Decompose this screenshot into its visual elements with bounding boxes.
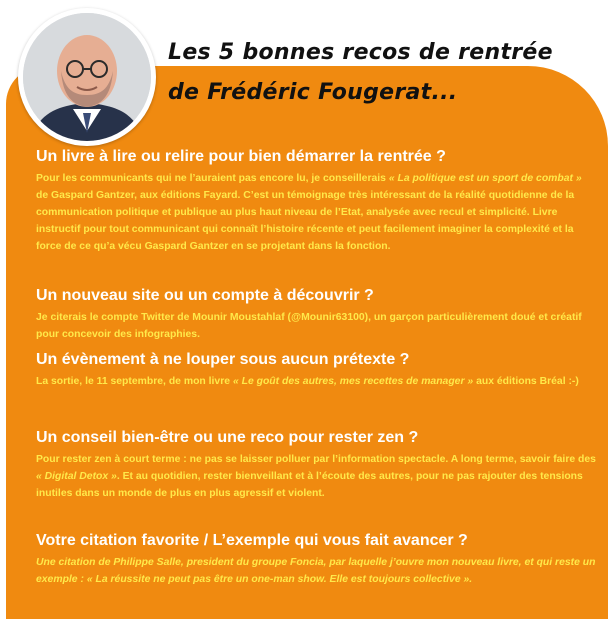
answer-event: La sortie, le 11 septembre, de mon livre « Le goût des autres, mes recettes de manager » aux éditions Bréal :-) <box>36 376 579 387</box>
section-event <box>36 351 596 390</box>
title-line-1: Les 5 bonnes recos de rentrée <box>168 40 553 65</box>
portrait-illustration <box>23 13 151 141</box>
section-wellbeing <box>36 429 596 502</box>
title-line-2: de Frédéric Fougerat... <box>168 80 458 105</box>
question-site: Un nouveau site ou un compte à découvrir ? <box>36 287 374 304</box>
section-book <box>36 148 596 255</box>
section-site <box>36 287 596 343</box>
answer-site: Je citerais le compte Twitter de Mounir Moustahlaf (@Mounir63100), un garçon particulièrement doué et créatif pour concevoir des infographies. <box>36 312 582 340</box>
question-book: Un livre à lire ou relire pour bien démarrer la rentrée ? <box>36 148 446 165</box>
answer-book: Pour les communicants qui ne l’auraient pas encore lu, je conseillerais « La politique est un sport de combat » de Gaspard Gantzer, aux éditions Fayard. C’est un témoignage très intéressant de la réalité quotidienne de la communication politique et publique au plus haut niveau de l’Etat, analysée avec recul et simplicité. Livre instructif pour tout communicant qui connaît l’histoire récente et peut facilement imaginer la complexité et la force de ce qu’a vécu Gaspard Gantzer en se projetant dans la fonction. <box>36 173 582 252</box>
question-quote: Votre citation favorite / L’exemple qui vous fait avancer ? <box>36 532 468 549</box>
author-portrait <box>18 8 156 146</box>
question-event: Un évènement à ne louper sous aucun prétexte ? <box>36 351 410 368</box>
answer-wellbeing: Pour rester zen à court terme : ne pas se laisser polluer par l’information spectacle. A long terme, savoir faire des « Digital Detox ». Et au quotidien, rester bienveillant et à l’écoute des autres, pour ne pas rajouter des tensions inutiles dans un monde de plus en plus agressif et violent. <box>36 454 596 499</box>
section-quote <box>36 532 596 588</box>
question-wellbeing: Un conseil bien-être ou une reco pour rester zen ? <box>36 429 419 446</box>
answer-quote: Une citation de Philippe Salle, president du groupe Foncia, par laquelle j’ouvre mon nouveau livre, et qui reste un exemple : « La réussite ne peut pas être un one-man show. Elle est toujours collective ». <box>36 557 596 585</box>
